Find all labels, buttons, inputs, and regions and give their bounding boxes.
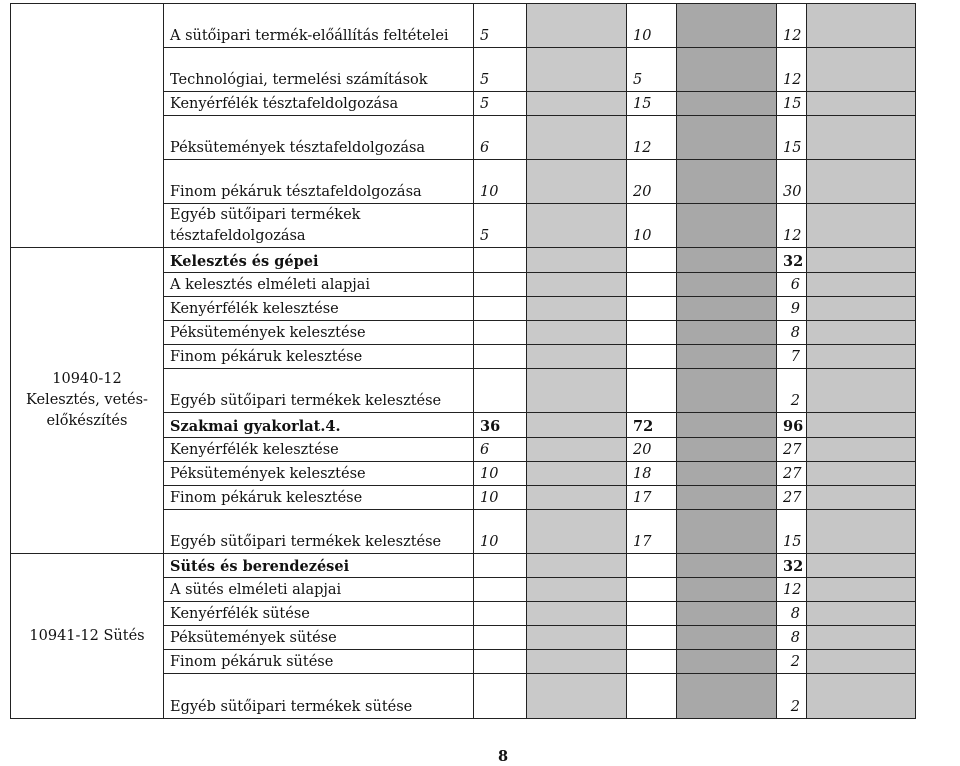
shaded-column-cell — [807, 273, 916, 297]
hours-value-2 — [627, 345, 677, 369]
shaded-column-cell — [807, 650, 916, 674]
shaded-column-cell — [527, 674, 627, 719]
hours-value-1 — [474, 554, 527, 578]
hours-value-1: 10 — [474, 462, 527, 486]
shaded-column-cell — [677, 204, 777, 248]
shaded-column-cell — [807, 345, 916, 369]
hours-value-3: 2 — [777, 650, 807, 674]
shaded-column-cell — [677, 116, 777, 160]
shaded-column-cell — [807, 48, 916, 92]
hours-value-1: 10 — [474, 160, 527, 204]
topic-cell: A kelesztés elméleti alapjai — [164, 273, 474, 297]
module-name-cell: 10940-12 Kelesztés, vetés-előkészítés — [11, 248, 164, 554]
shaded-column-cell — [677, 413, 777, 438]
hours-value-1: 10 — [474, 510, 527, 554]
shaded-column-cell — [807, 626, 916, 650]
hours-value-3: 15 — [777, 92, 807, 116]
hours-value-2 — [627, 248, 677, 273]
topic-cell: A sütőipari termék-előállítás feltételei — [164, 4, 474, 48]
topic-cell: Kenyérfélék sütése — [164, 602, 474, 626]
hours-value-3: 32 — [777, 248, 807, 273]
hours-value-3: 12 — [777, 4, 807, 48]
shaded-column-cell — [527, 510, 627, 554]
shaded-column-cell — [527, 92, 627, 116]
hours-value-3: 15 — [777, 510, 807, 554]
hours-value-3: 15 — [777, 116, 807, 160]
shaded-column-cell — [807, 486, 916, 510]
shaded-column-cell — [527, 273, 627, 297]
hours-value-2: 12 — [627, 116, 677, 160]
shaded-column-cell — [527, 438, 627, 462]
hours-value-3: 12 — [777, 578, 807, 602]
hours-value-2: 10 — [627, 4, 677, 48]
shaded-column-cell — [527, 602, 627, 626]
module-name-cell: 10941-12 Sütés — [11, 554, 164, 719]
hours-value-2: 20 — [627, 438, 677, 462]
hours-value-1 — [474, 578, 527, 602]
hours-value-2: 17 — [627, 510, 677, 554]
shaded-column-cell — [677, 462, 777, 486]
hours-value-1 — [474, 369, 527, 413]
hours-value-3: 27 — [777, 438, 807, 462]
topic-cell: Egyéb sütőipari termékek sütése — [164, 674, 474, 719]
hours-value-2: 20 — [627, 160, 677, 204]
hours-value-2: 15 — [627, 92, 677, 116]
hours-value-1 — [474, 345, 527, 369]
hours-value-2 — [627, 650, 677, 674]
hours-value-1 — [474, 626, 527, 650]
shaded-column-cell — [677, 486, 777, 510]
shaded-column-cell — [527, 369, 627, 413]
shaded-column-cell — [807, 602, 916, 626]
table-row — [11, 248, 916, 273]
hours-value-2 — [627, 369, 677, 413]
shaded-column-cell — [807, 248, 916, 273]
hours-value-1: 10 — [474, 486, 527, 510]
shaded-column-cell — [807, 92, 916, 116]
topic-cell: Péksütemények kelesztése — [164, 321, 474, 345]
hours-value-2 — [627, 578, 677, 602]
hours-value-2: 18 — [627, 462, 677, 486]
shaded-column-cell — [677, 578, 777, 602]
hours-value-3: 27 — [777, 486, 807, 510]
hours-value-2 — [627, 297, 677, 321]
shaded-column-cell — [677, 554, 777, 578]
topic-cell: Egyéb sütőipari termékek kelesztése — [164, 510, 474, 554]
topic-cell: Egyéb sütőipari termékek kelesztése — [164, 369, 474, 413]
topic-cell: A sütés elméleti alapjai — [164, 578, 474, 602]
shaded-column-cell — [677, 273, 777, 297]
shaded-column-cell — [527, 578, 627, 602]
shaded-column-cell — [677, 321, 777, 345]
shaded-column-cell — [677, 4, 777, 48]
hours-value-3: 12 — [777, 48, 807, 92]
topic-cell: Finom pékáruk sütése — [164, 650, 474, 674]
hours-value-1 — [474, 297, 527, 321]
shaded-column-cell — [807, 204, 916, 248]
topic-cell: Sütés és berendezései — [164, 554, 474, 578]
shaded-column-cell — [677, 626, 777, 650]
shaded-column-cell — [677, 602, 777, 626]
shaded-column-cell — [807, 438, 916, 462]
table-row — [11, 554, 916, 578]
shaded-column-cell — [527, 4, 627, 48]
shaded-column-cell — [807, 321, 916, 345]
topic-cell: Technológiai, termelési számítások — [164, 48, 474, 92]
hours-value-2: 10 — [627, 204, 677, 248]
shaded-column-cell — [527, 204, 627, 248]
shaded-column-cell — [527, 650, 627, 674]
hours-value-3: 7 — [777, 345, 807, 369]
topic-cell: Péksütemények kelesztése — [164, 462, 474, 486]
hours-value-3: 2 — [777, 674, 807, 719]
hours-value-1: 5 — [474, 204, 527, 248]
shaded-column-cell — [677, 248, 777, 273]
hours-value-2 — [627, 554, 677, 578]
hours-value-3: 6 — [777, 273, 807, 297]
shaded-column-cell — [677, 48, 777, 92]
curriculum-table — [10, 3, 916, 719]
hours-value-1: 36 — [474, 413, 527, 438]
shaded-column-cell — [527, 554, 627, 578]
hours-value-3: 30 — [777, 160, 807, 204]
hours-value-1: 5 — [474, 48, 527, 92]
shaded-column-cell — [527, 248, 627, 273]
hours-value-2: 5 — [627, 48, 677, 92]
shaded-column-cell — [807, 462, 916, 486]
shaded-column-cell — [677, 345, 777, 369]
shaded-column-cell — [807, 554, 916, 578]
hours-value-2: 72 — [627, 413, 677, 438]
hours-value-2 — [627, 626, 677, 650]
shaded-column-cell — [527, 48, 627, 92]
hours-value-3: 8 — [777, 602, 807, 626]
shaded-column-cell — [527, 116, 627, 160]
hours-value-1 — [474, 273, 527, 297]
table-row — [11, 4, 916, 48]
hours-value-1: 6 — [474, 116, 527, 160]
topic-cell: Péksütemények sütése — [164, 626, 474, 650]
shaded-column-cell — [677, 160, 777, 204]
shaded-column-cell — [807, 578, 916, 602]
hours-value-3: 96 — [777, 413, 807, 438]
topic-cell: Finom pékáruk tésztafeldolgozása — [164, 160, 474, 204]
hours-value-2 — [627, 273, 677, 297]
shaded-column-cell — [677, 92, 777, 116]
hours-value-2 — [627, 321, 677, 345]
shaded-column-cell — [807, 674, 916, 719]
shaded-column-cell — [527, 462, 627, 486]
hours-value-3: 12 — [777, 204, 807, 248]
shaded-column-cell — [677, 297, 777, 321]
shaded-column-cell — [527, 345, 627, 369]
shaded-column-cell — [527, 486, 627, 510]
hours-value-1: 5 — [474, 4, 527, 48]
page-number: 8 — [498, 748, 509, 765]
shaded-column-cell — [807, 413, 916, 438]
shaded-column-cell — [677, 650, 777, 674]
topic-cell: Szakmai gyakorlat.4. — [164, 413, 474, 438]
topic-cell: Finom pékáruk kelesztése — [164, 345, 474, 369]
shaded-column-cell — [807, 297, 916, 321]
shaded-column-cell — [527, 626, 627, 650]
shaded-column-cell — [807, 369, 916, 413]
shaded-column-cell — [677, 674, 777, 719]
topic-cell: Kenyérfélék tésztafeldolgozása — [164, 92, 474, 116]
hours-value-3: 2 — [777, 369, 807, 413]
hours-value-3: 9 — [777, 297, 807, 321]
hours-value-2 — [627, 674, 677, 719]
hours-value-1 — [474, 650, 527, 674]
hours-value-1 — [474, 674, 527, 719]
shaded-column-cell — [527, 297, 627, 321]
shaded-column-cell — [807, 4, 916, 48]
shaded-column-cell — [807, 160, 916, 204]
topic-cell: Finom pékáruk kelesztése — [164, 486, 474, 510]
shaded-column-cell — [807, 510, 916, 554]
hours-value-3: 8 — [777, 321, 807, 345]
hours-value-1: 5 — [474, 92, 527, 116]
hours-value-3: 27 — [777, 462, 807, 486]
topic-cell: Kenyérfélék kelesztése — [164, 297, 474, 321]
hours-value-2 — [627, 602, 677, 626]
shaded-column-cell — [807, 116, 916, 160]
shaded-column-cell — [527, 321, 627, 345]
hours-value-1: 6 — [474, 438, 527, 462]
hours-value-1 — [474, 248, 527, 273]
topic-cell: Kelesztés és gépei — [164, 248, 474, 273]
hours-value-3: 32 — [777, 554, 807, 578]
shaded-column-cell — [677, 510, 777, 554]
topic-cell: Egyéb sütőipari termékek tésztafeldolgozása — [164, 204, 474, 248]
hours-value-1 — [474, 602, 527, 626]
hours-value-2: 17 — [627, 486, 677, 510]
module-name-cell — [11, 4, 164, 248]
topic-cell: Péksütemények tésztafeldolgozása — [164, 116, 474, 160]
shaded-column-cell — [677, 369, 777, 413]
shaded-column-cell — [527, 413, 627, 438]
topic-cell: Kenyérfélék kelesztése — [164, 438, 474, 462]
shaded-column-cell — [527, 160, 627, 204]
hours-value-3: 8 — [777, 626, 807, 650]
hours-value-1 — [474, 321, 527, 345]
shaded-column-cell — [677, 438, 777, 462]
